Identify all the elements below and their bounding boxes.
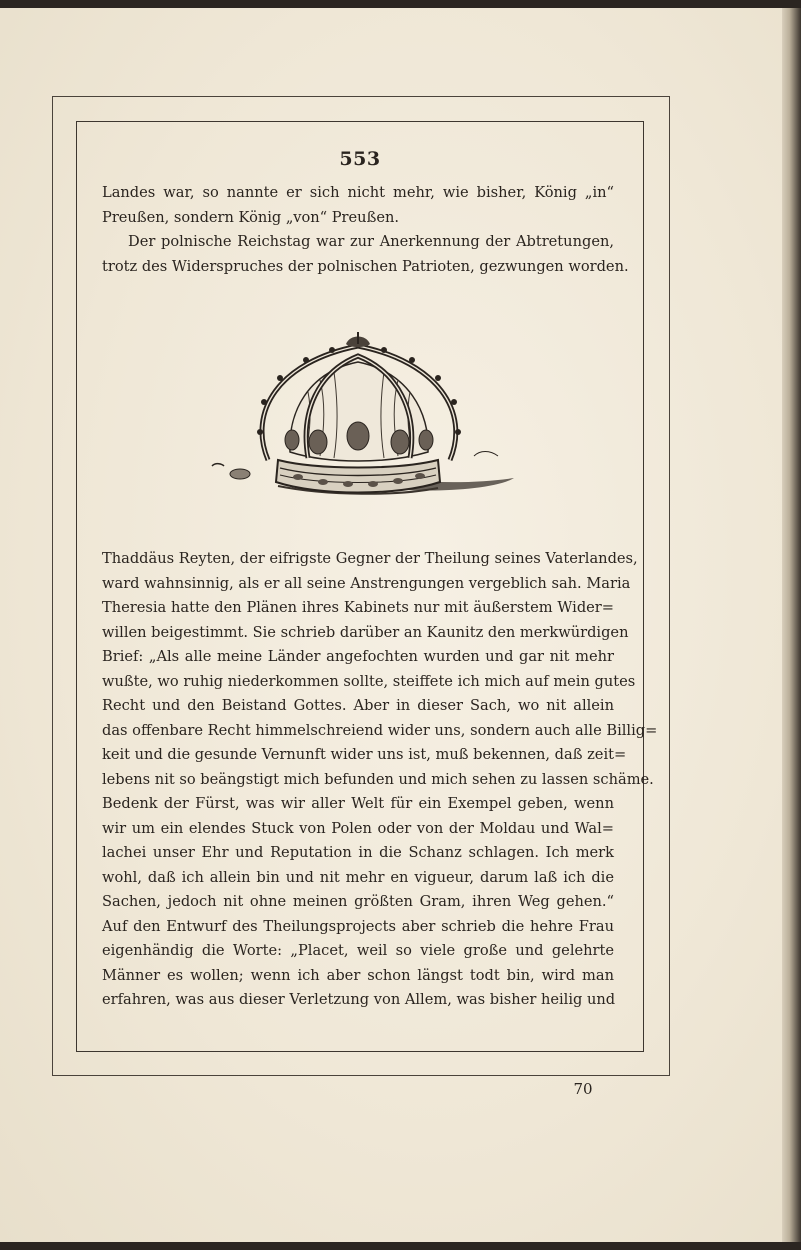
text-line: eigenhändig die Worte: „Placet, weil so viele große und gelehrte — [102, 942, 614, 959]
text-line: trotz des Widerspruches der polnischen Patrioten, gezwungen worden. — [102, 257, 629, 275]
text-line: wohl, daß ich allein bin und nit mehr en vigueur, darum laß ich die — [102, 868, 614, 886]
book-spine — [782, 8, 801, 1242]
text-line: Der polnische Reichstag war zur Anerkennung der Abtretungen, — [128, 233, 614, 250]
top-text-block — [102, 181, 629, 279]
text-line: wir um ein elendes Stuck von Polen oder von der Moldau und Wal= — [102, 819, 614, 837]
text-line: Theresia hatte den Plänen ihres Kabinets nur mit äußerstem Wider= — [102, 599, 614, 616]
text-line: Brief: „Als alle meine Länder angefochten wurden und gar nit mehr — [102, 648, 614, 665]
text-line: Sachen, jedoch nit ohne meinen größten Gram, ihren Weg gehen.“ — [102, 893, 614, 910]
text-line: lachei unser Ehr und Reputation in die Schanz schlagen. Ich merk — [102, 844, 614, 861]
text-line: das offenbare Recht himmelschreiend wider uns, sondern auch alle Billig= — [102, 721, 658, 739]
text-line: Preußen, sondern König „von“ Preußen. — [102, 208, 399, 226]
text-line: Landes war, so nannte er sich nicht mehr, wie bisher, König „in“ — [102, 184, 614, 201]
crown-illustration — [208, 332, 516, 504]
text-line: Auf den Entwurf des Theilungsprojects aber schrieb die hehre Frau — [102, 917, 614, 935]
text-line: Recht und den Beistand Gottes. Aber in dieser Sach, wo nit allein — [102, 697, 614, 714]
text-line: keit und die gesunde Vernunft wider uns ist, muß bekennen, daß zeit= — [102, 746, 627, 763]
text-line: wußte, wo ruhig niederkommen sollte, steiffete ich mich auf mein gutes — [102, 672, 636, 690]
text-line: lebens nit so beängstigt mich befunden und mich sehen zu lassen schäme. — [102, 770, 654, 788]
text-line: Bedenk der Fürst, was wir aller Welt für ein Exempel geben, wenn — [102, 795, 614, 812]
text-line: willen beigestimmt. Sie schrieb darüber an Kaunitz den merkwürdigen — [102, 623, 629, 641]
text-line: erfahren, was aus dieser Verletzung von Allem, was bisher heilig und — [102, 991, 616, 1008]
signature-number: 70 — [573, 1080, 593, 1098]
text-line: ward wahnsinnig, als er all seine Anstrengungen vergeblich sah. Maria — [102, 574, 631, 592]
main-text-block — [102, 547, 658, 1013]
page-number: 553 — [339, 148, 381, 170]
text-line: Thaddäus Reyten, der eifrigste Gegner der Theilung seines Vaterlandes, — [102, 550, 638, 567]
text-line: Männer es wollen; wenn ich aber schon längst todt bin, wird man — [102, 966, 614, 984]
